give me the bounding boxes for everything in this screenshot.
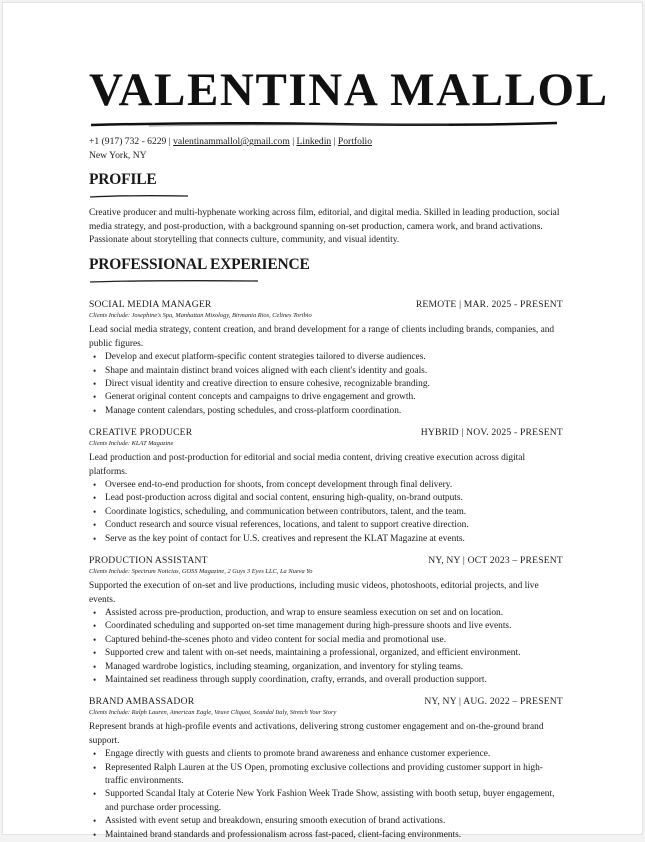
bullet-item: • Generat original content concepts and campaigns to drive engagement and growth.: [93, 391, 563, 404]
bullet-item: • Engage directly with guests and clients to promote brand awareness and enhance customer experience.: [93, 748, 563, 761]
phone: +1 (917) 732 - 6229: [89, 136, 167, 147]
job-bullets: [89, 479, 563, 546]
brush-underline: [89, 120, 559, 128]
job-location-dates: HYBRID | NOV. 2025 - PRESENT: [420, 427, 563, 439]
job-bullets: [89, 748, 563, 842]
job-entry: [89, 298, 563, 418]
separator: |: [166, 136, 174, 147]
job-summary: Represent brands at high-profile events and activations, delivering strong customer engagement and on-the-ground brand support.: [89, 722, 544, 746]
bullet-item: • Supported Scandal Italy at Coterie New York Fashion Week Trade Show, assisting with booth setup, buyer engagement, and purchase order processing.: [93, 788, 563, 815]
job-clients: Clients Include: Ralph Lauren, American Eagle, Veuve Cliquot, Scandal Italy, Stretch Your Story: [89, 709, 337, 717]
job-location-dates: NY, NY | OCT 2023 – PRESENT: [428, 555, 563, 567]
bullet-item: • Maintained brand standards and professionalism across fast-paced, client-facing environments.: [93, 829, 563, 842]
linkedin-link[interactable]: Linkedin: [296, 136, 332, 147]
bullet-item: • Manage content calendars, posting schedules, and cross-platform coordination.: [93, 405, 563, 418]
heading-underline: [89, 279, 259, 284]
job-list: [89, 298, 563, 842]
bullet-item: • Represented Ralph Lauren at the US Open, promoting exclusive collections and providing customer support in high-traffic environments.: [93, 762, 563, 789]
job-bullets: [89, 607, 563, 687]
experience-heading: PROFESSIONAL EXPERIENCE: [89, 256, 310, 274]
separator: |: [289, 136, 297, 147]
location: New York, NY: [89, 149, 147, 161]
name-heading: VALENTINA MALLOL: [89, 64, 609, 116]
bullet-item: • Managed wardrobe logistics, including steaming, organization, and inventory for styling teams.: [93, 661, 563, 674]
bullet-item: • Oversee end-to-end production for shoots, from concept development through final delivery.: [93, 479, 563, 492]
bullet-item: • Maintained set readiness through supply coordination, crafty, errands, and overall production support.: [93, 674, 563, 687]
job-bullets: [89, 351, 563, 418]
job-title: PRODUCTION ASSISTANT: [89, 555, 208, 567]
bullet-item: • Supported crew and talent with on-set needs, maintaining a professional, organized, and efficient environment.: [93, 647, 563, 660]
bullet-item: • Captured behind-the-scenes photo and video content for social media and promotional use.: [93, 634, 563, 647]
job-title: CREATIVE PRODUCER: [89, 427, 193, 439]
contact-line: [89, 135, 563, 149]
job-location-dates: REMOTE | MAR. 2025 - PRESENT: [415, 299, 563, 311]
job-clients: Clients Include: Spectrum Noticias, GOSS Magazine, 2 Guys 3 Eyes LLC, La Nueva Yo: [89, 568, 313, 576]
job-summary: Supported the execution of on-set and live productions, including music videos, photoshoots, editorial projects, and live events.: [89, 581, 539, 605]
bullet-item: • Assisted across pre-production, production, and wrap to ensure seamless execution on set and on location.: [93, 607, 563, 620]
job-entry: [89, 695, 563, 842]
bullet-item: • Coordinate logistics, scheduling, and communication between contributors, talent, and the team.: [93, 506, 563, 519]
bullet-item: • Shape and maintain distinct brand voices aligned with each client's identity and goals.: [93, 365, 563, 378]
bullet-item: • Serve as the key point of contact for U.S. creatives and represent the KLAT Magazine at events.: [93, 533, 563, 546]
bullet-item: • Conduct research and source visual references, locations, and talent to support creative direction.: [93, 519, 563, 532]
profile-text: Creative producer and multi-hyphenate working across film, editorial, and digital media. Skilled in leading production, social media strategy, and post-production, with a background spanning on-set production, camera work, and brand activations. Passionate about storytelling that connects culture, community, and visual identity.: [89, 208, 560, 245]
job-clients: Clients Include: KLAT Magazine: [89, 440, 174, 448]
bullet-item: • Lead post-production across digital and social content, ensuring high-quality, on-brand outputs.: [93, 492, 563, 505]
job-clients: Clients Include: Josephine's Spa, Manhattan Mixology, Birmania Rios, Celines Toribio: [89, 312, 312, 320]
job-title: BRAND AMBASSADOR: [89, 696, 195, 708]
job-entry: [89, 426, 563, 546]
job-location-dates: NY, NY | AUG. 2022 – PRESENT: [424, 696, 563, 708]
resume-page: [2, 2, 643, 840]
bullet-item: • Coordinated scheduling and supported on-set time management during high-pressure shoots and live events.: [93, 620, 563, 633]
bullet-item: • Direct visual identity and creative direction to ensure cohesive, recognizable branding.: [93, 378, 563, 391]
resume-content: [89, 64, 609, 842]
portfolio-link[interactable]: Portfolio: [337, 136, 373, 147]
separator: |: [331, 136, 338, 147]
profile-heading: PROFILE: [89, 171, 157, 189]
bullet-item: • Develop and execut platform-specific content strategies tailored to diverse audiences.: [93, 351, 563, 364]
job-summary: Lead social media strategy, content creation, and brand development for a range of clients including brands, companies, and public figures.: [89, 325, 555, 349]
email-link[interactable]: valentinammallol@gmail.com: [173, 136, 290, 147]
job-summary: Lead production and post-production for editorial and social media content, driving creative execution across digital platforms.: [89, 453, 526, 477]
job-entry: [89, 554, 563, 687]
bullet-item: • Assisted with event setup and breakdown, ensuring smooth execution of brand activations.: [93, 815, 563, 828]
job-title: SOCIAL MEDIA MANAGER: [89, 299, 212, 311]
heading-underline: [89, 194, 189, 199]
